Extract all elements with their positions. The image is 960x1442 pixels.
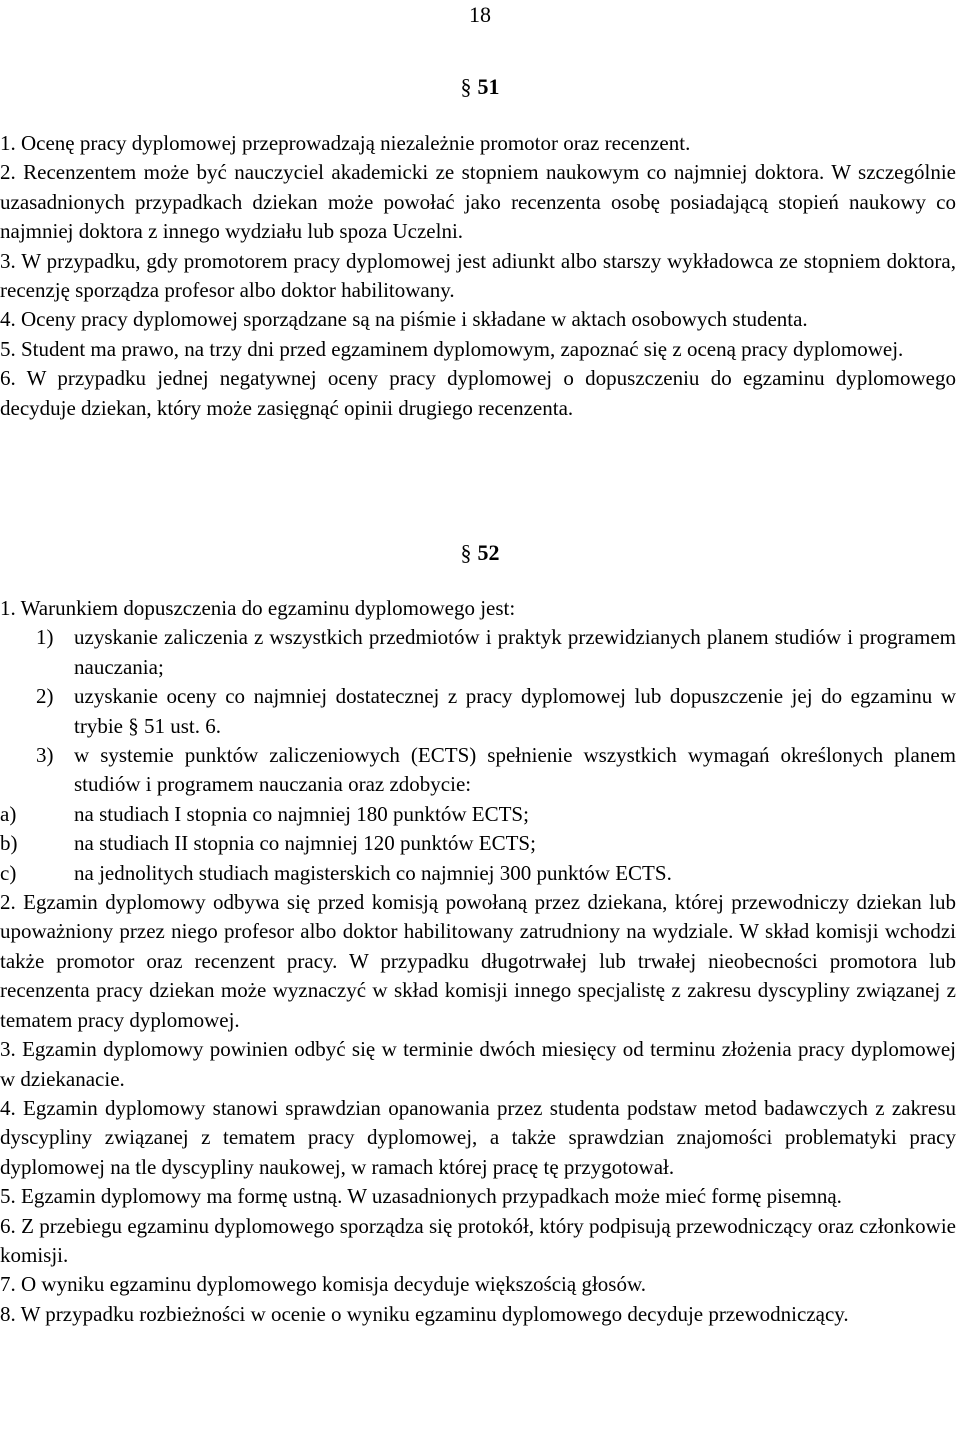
- letter-item-text: na studiach II stopnia co najmniej 120 punktów ECTS;: [74, 831, 536, 856]
- section-52-heading: [0, 538, 960, 568]
- list-item-text: uzyskanie oceny co najmniej dostatecznej z pracy dyplomowej lub dopuszczenie jej do egzaminu w trybie § 51 ust. 6.: [74, 684, 956, 738]
- section-51-heading: [0, 72, 960, 102]
- paragraph-52-3: 3. Egzamin dyplomowy powinien odbyć się w terminie dwóch miesięcy od terminu złożenia pracy dyplomowej w dziekanacie.: [0, 1037, 956, 1091]
- paragraph-52-4: 4. Egzamin dyplomowy stanowi sprawdzian opanowania przez studenta podstaw metod badawczych z zakresu dyscypliny związanej z tematem pracy dyplomowej, a także sprawdzian znajomości problematyki pracy dyplomowej na tle dyscypliny naukowej, w ramach której pracę tę przygotował.: [0, 1095, 956, 1179]
- letter-item-label: a): [0, 801, 17, 826]
- paragraph-51-5: 5. Student ma prawo, na trzy dni przed egzaminem dyplomowym, zapoznać się z oceną pracy dyplomowej.: [0, 336, 904, 361]
- letter-item-label: b): [0, 831, 18, 856]
- letter-item: [0, 859, 956, 888]
- section-number: 52: [477, 540, 500, 565]
- list-item-text: uzyskanie zaliczenia z wszystkich przedmiotów i praktyk przewidzianych planem studiów i programem nauczania;: [74, 625, 956, 679]
- section-51-body: [0, 129, 956, 423]
- list-item-label: 3): [36, 743, 54, 768]
- list-item-label: 1): [36, 625, 54, 650]
- paragraph-52-5: 5. Egzamin dyplomowy ma formę ustną. W uzasadnionych przypadkach może mieć formę pisemną.: [0, 1184, 842, 1209]
- section-symbol: §: [460, 540, 472, 565]
- letter-item: [0, 829, 956, 858]
- letter-item: [0, 800, 956, 829]
- list-item: [0, 623, 956, 682]
- paragraph-51-1: 1. Ocenę pracy dyplomowej przeprowadzają niezależnie promotor oraz recenzent.: [0, 131, 691, 155]
- paragraph-52-6: 6. Z przebiegu egzaminu dyplomowego sporządza się protokół, który podpisują przewodniczący oraz członkowie komisji.: [0, 1213, 956, 1267]
- list-item: [0, 741, 956, 800]
- paragraph-51-6: 6. W przypadku jednej negatywnej oceny pracy dyplomowej o dopuszczeniu do egzaminu dyplomowego decyduje dziekan, który może zasięgnąć opinii drugiego recenzenta.: [0, 366, 956, 420]
- paragraph-52-2: 2. Egzamin dyplomowy odbywa się przed komisją powołaną przez dziekana, której przewodniczy dziekan lub upoważniony przez niego profesor albo doktor habilitowany zatrudniony na wydziale. W skład komisji wchodzi także promotor oraz recenzent pracy. W przypadku długotrwałej lub trwałej nieobecności promotora lub recenzenta pracy dziekan może wyznaczyć w skład komisji innego specjalistę z zakresu dyscypliny związanej z tematem pracy dyplomowej.: [0, 890, 956, 1032]
- list-item: [0, 682, 956, 741]
- page-number: 18: [469, 2, 491, 27]
- section-number: 51: [477, 74, 500, 99]
- section-symbol: §: [460, 74, 472, 99]
- section-52-body: [0, 594, 956, 1329]
- list-item-label: 2): [36, 684, 54, 709]
- paragraph-51-4: 4. Oceny pracy dyplomowej sporządzane są na piśmie i składane w aktach osobowych studenta.: [0, 307, 808, 332]
- paragraph-52-8: 8. W przypadku rozbieżności w ocenie o wyniku egzaminu dyplomowego decyduje przewodniczący.: [0, 1301, 849, 1326]
- paragraph-52-1-intro: 1. Warunkiem dopuszczenia do egzaminu dyplomowego jest:: [0, 596, 516, 620]
- letter-item-text: na jednolitych studiach magisterskich co najmniej 300 punktów ECTS.: [74, 860, 672, 885]
- letter-item-label: c): [0, 860, 17, 885]
- paragraph-51-3: 3. W przypadku, gdy promotorem pracy dyplomowej jest adiunkt albo starszy wykładowca ze stopniem doktora, recenzję sporządza profesor albo doktor habilitowany.: [0, 248, 956, 303]
- letter-item-text: na studiach I stopnia co najmniej 180 punktów ECTS;: [74, 801, 529, 826]
- paragraph-51-2: 2. Recenzentem może być nauczyciel akademicki ze stopniem naukowym co najmniej doktora. W szczególnie uzasadnionych przypadkach dziekan może powołać jako recenzenta osobę posiadającą stopień naukowy co najmniej doktora z innego wydziału lub spoza Uczelni.: [0, 160, 956, 244]
- paragraph-52-7: 7. O wyniku egzaminu dyplomowego komisja decyduje większością głosów.: [0, 1272, 647, 1297]
- list-item-text: w systemie punktów zaliczeniowych (ECTS) spełnienie wszystkich wymagań określonych planem studiów i programem nauczania oraz zdobycie:: [74, 743, 956, 797]
